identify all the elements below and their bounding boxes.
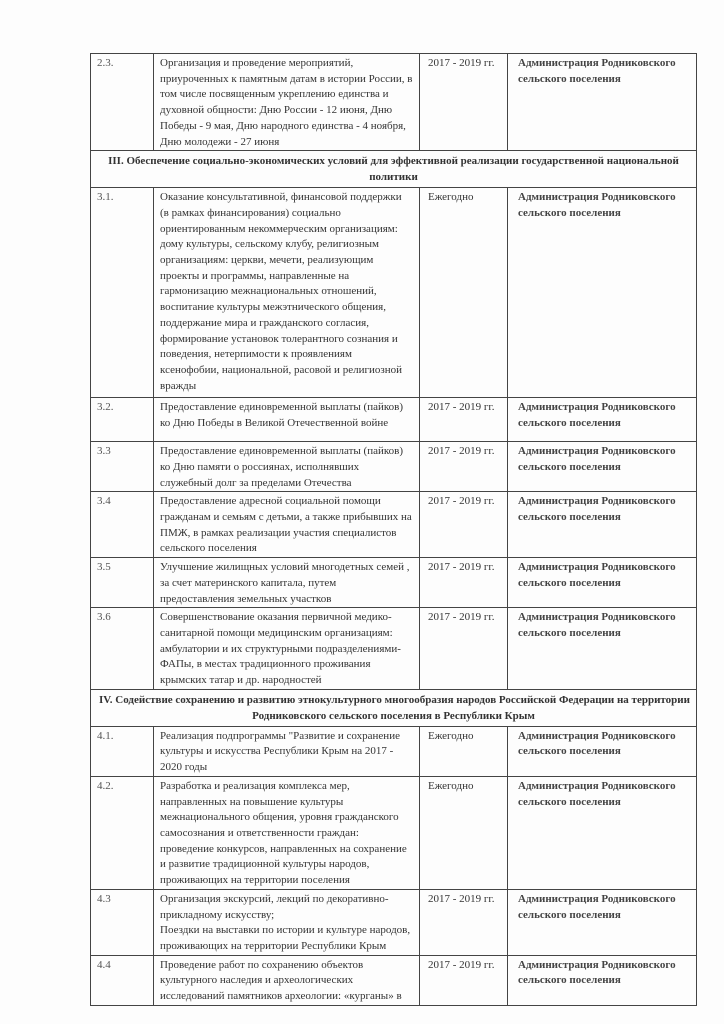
table-row [91, 889, 697, 955]
text-line: том числе посвященным укреплению единства и [160, 88, 389, 101]
text-line: Администрация Родниковского [518, 495, 676, 508]
text-line: организациям: церкви, мечети, реализующим [160, 254, 374, 267]
text-line: Администрация Родниковского [518, 561, 676, 574]
text-line: Предоставление адресной социальной помощи [160, 495, 381, 508]
section-header-row [91, 689, 697, 726]
item-term: 2017 - 2019 гг. [420, 558, 508, 608]
text-line: сельского поселения [518, 206, 621, 219]
text-line: ксенофобии, национальной, расовой и религиозной [160, 363, 402, 376]
text-line: крымских татар и др. народностей [160, 674, 322, 687]
text-line: межнационального общения, уровня гражданского [160, 811, 399, 824]
text-line: проведение конкурсов, направленных на сохранение [160, 842, 407, 855]
text-line: Поездки на выставки по истории и культуре народов, [160, 924, 411, 937]
table-row [91, 558, 697, 608]
text-line: за счет материнского капитала, путем [160, 576, 337, 589]
item-number: 4.4 [91, 955, 154, 1005]
text-line: сельского поселения [518, 974, 621, 987]
text-line: Администрация Родниковского [518, 958, 676, 971]
item-term: Ежегодно [420, 188, 508, 398]
item-description [154, 608, 420, 690]
table-row [91, 442, 697, 492]
text-line: направленных на повышение культуры [160, 795, 344, 808]
text-line: Реализация подпрограммы "Развитие и сохранение [160, 729, 400, 742]
item-term: Ежегодно [420, 776, 508, 889]
text-line: дому культуры, сельскому клубу, религиозным [160, 238, 380, 251]
text-line: Администрация Родниковского [518, 57, 676, 69]
table-row [91, 776, 697, 889]
text-line: Совершенствование оказания первичной медико- [160, 611, 392, 624]
item-number: 3.4 [91, 492, 154, 558]
text-line: Оказание консультативной, финансовой поддержки [160, 191, 402, 204]
item-description [154, 955, 420, 1005]
text-line: сельского поселения [518, 745, 621, 758]
text-line: сельского поселения [518, 576, 621, 589]
text-line: культуры и искусства Республики Крым на 2017 - [160, 745, 394, 758]
text-line: формирование установок толерантного сознания и [160, 332, 398, 345]
item-number: 4.1. [91, 726, 154, 776]
text-line: проекты и программы, направленные на [160, 269, 350, 282]
text-line: самосознания и ответственности граждан: [160, 826, 359, 839]
item-responsible [508, 608, 697, 690]
item-term: 2017 - 2019 гг. [420, 54, 508, 151]
text-line: Администрация Родниковского [518, 401, 676, 414]
text-line: Победы - 9 мая, Дню народного единства - 4 ноября, [160, 119, 406, 132]
text-line: Разработка и реализация комплекса мер, [160, 779, 350, 792]
text-line: сельского поселения [518, 72, 621, 85]
text-line: Проведение работ по сохранению объектов [160, 958, 364, 971]
text-line: Дню молодежи - 27 июня [160, 135, 280, 148]
text-line: исследований памятников археологии: «курганы» в [160, 990, 402, 1003]
text-line: Организация экскурсий, лекций по декоративно- [160, 892, 389, 905]
text-line: III. Обеспечение социально-экономических условий для эффективной реализации государственной национальной [108, 155, 679, 168]
table-row [91, 398, 697, 442]
item-term: 2017 - 2019 гг. [420, 955, 508, 1005]
text-line: сельского поселения [518, 511, 621, 524]
item-description [154, 398, 420, 442]
item-term: 2017 - 2019 гг. [420, 492, 508, 558]
text-line: сельского поселения [518, 416, 621, 429]
text-line: амбулатории и их структурными подразделениями- [160, 642, 401, 655]
item-description [154, 558, 420, 608]
table-row [91, 188, 697, 398]
text-line: Администрация Родниковского [518, 892, 676, 905]
item-responsible [508, 955, 697, 1005]
item-number: 4.2. [91, 776, 154, 889]
item-responsible [508, 726, 697, 776]
text-line: поддержание мира и гражданского согласия, [160, 316, 369, 329]
text-line: сельского поселения [518, 795, 621, 808]
item-description [154, 54, 420, 151]
text-line: и развитие традиционной культуры народов, [160, 858, 370, 871]
text-line: ко Дню Победы в Великой Отечественной войне [160, 416, 389, 429]
text-line: служебный долг за пределами Отечества [160, 476, 352, 489]
item-term: 2017 - 2019 гг. [420, 608, 508, 690]
item-responsible [508, 54, 697, 151]
text-line: Родниковского сельского поселения в Республики Крым [252, 709, 535, 722]
text-line: Администрация Родниковского [518, 191, 676, 204]
text-line: воспитание культуры межэтнического общения, [160, 301, 386, 314]
text-line: сельского поселения [518, 626, 621, 639]
text-line: 2020 годы [160, 761, 208, 774]
item-responsible [508, 889, 697, 955]
text-line: Предоставление единовременной выплаты (пайков) [160, 445, 403, 458]
table-row [91, 955, 697, 1005]
text-line: ориентированным некоммерческим организациям: [160, 222, 398, 235]
text-line: ко Дню памяти о россиянах, исполнявших [160, 460, 360, 473]
item-number: 3.5 [91, 558, 154, 608]
item-number: 3.3 [91, 442, 154, 492]
text-line: духовной общности: Дню России - 12 июня, Дню [160, 104, 393, 117]
text-line: Администрация Родниковского [518, 611, 676, 624]
table-row [91, 726, 697, 776]
text-line: политики [369, 171, 418, 184]
text-line: предоставления земельных участков [160, 592, 332, 605]
item-description [154, 188, 420, 398]
item-responsible [508, 776, 697, 889]
item-description [154, 726, 420, 776]
table-row [91, 492, 697, 558]
text-line: прикладному искусству; [160, 908, 275, 921]
action-plan-table [90, 53, 697, 1006]
text-line: санитарной помощи медицинским организациям: [160, 626, 393, 639]
text-line: сельского поселения [518, 908, 621, 921]
item-description [154, 889, 420, 955]
text-line: IV. Содействие сохранению и развитию этнокультурного многообразия народов Российской Федерации на территории [99, 693, 690, 706]
text-line: культурного наследия и археологических [160, 974, 354, 987]
text-line: Улучшение жилищных условий многодетных семей , [160, 561, 410, 574]
item-responsible [508, 188, 697, 398]
text-line: Администрация Родниковского [518, 445, 676, 458]
text-line: Организация и проведение мероприятий, [160, 57, 354, 69]
text-line: ФАПы, в местах традиционного проживания [160, 658, 371, 671]
item-term: 2017 - 2019 гг. [420, 889, 508, 955]
text-line: приуроченных к памятным датам в истории России, в [160, 72, 413, 85]
text-line: сельского поселения [518, 460, 621, 473]
text-line: (в рамках финансирования) социально [160, 206, 341, 219]
text-line: вражды [160, 379, 197, 392]
item-number: 3.2. [91, 398, 154, 442]
item-term: Ежегодно [420, 726, 508, 776]
item-responsible [508, 558, 697, 608]
text-line: гармонизацию межнациональных отношений, [160, 285, 377, 298]
item-responsible [508, 492, 697, 558]
item-description [154, 776, 420, 889]
item-number: 4.3 [91, 889, 154, 955]
text-line: проживающих на территории поселения [160, 874, 350, 887]
item-number: 2.3. [91, 54, 154, 151]
text-line: ПМЖ, в рамках реализации участия специалистов [160, 526, 397, 539]
section-header-row [91, 151, 697, 188]
item-description [154, 442, 420, 492]
item-term: 2017 - 2019 гг. [420, 442, 508, 492]
item-responsible [508, 442, 697, 492]
text-line: Администрация Родниковского [518, 779, 676, 792]
text-line: Предоставление единовременной выплаты (пайков) [160, 401, 403, 414]
text-line: проживающих на территории Республики Крым [160, 939, 387, 952]
table-row [91, 54, 697, 151]
item-number: 3.1. [91, 188, 154, 398]
table-row [91, 608, 697, 690]
text-line: сельского поселения [160, 542, 257, 555]
item-number: 3.6 [91, 608, 154, 690]
text-line: гражданам и семьям с детьми, а также прибывших на [160, 511, 412, 524]
text-line: Администрация Родниковского [518, 729, 676, 742]
item-description [154, 492, 420, 558]
section-title [91, 689, 697, 726]
item-responsible [508, 398, 697, 442]
item-term: 2017 - 2019 гг. [420, 398, 508, 442]
section-title [91, 151, 697, 188]
text-line: поведения, нетерпимости к проявлениям [160, 348, 352, 361]
